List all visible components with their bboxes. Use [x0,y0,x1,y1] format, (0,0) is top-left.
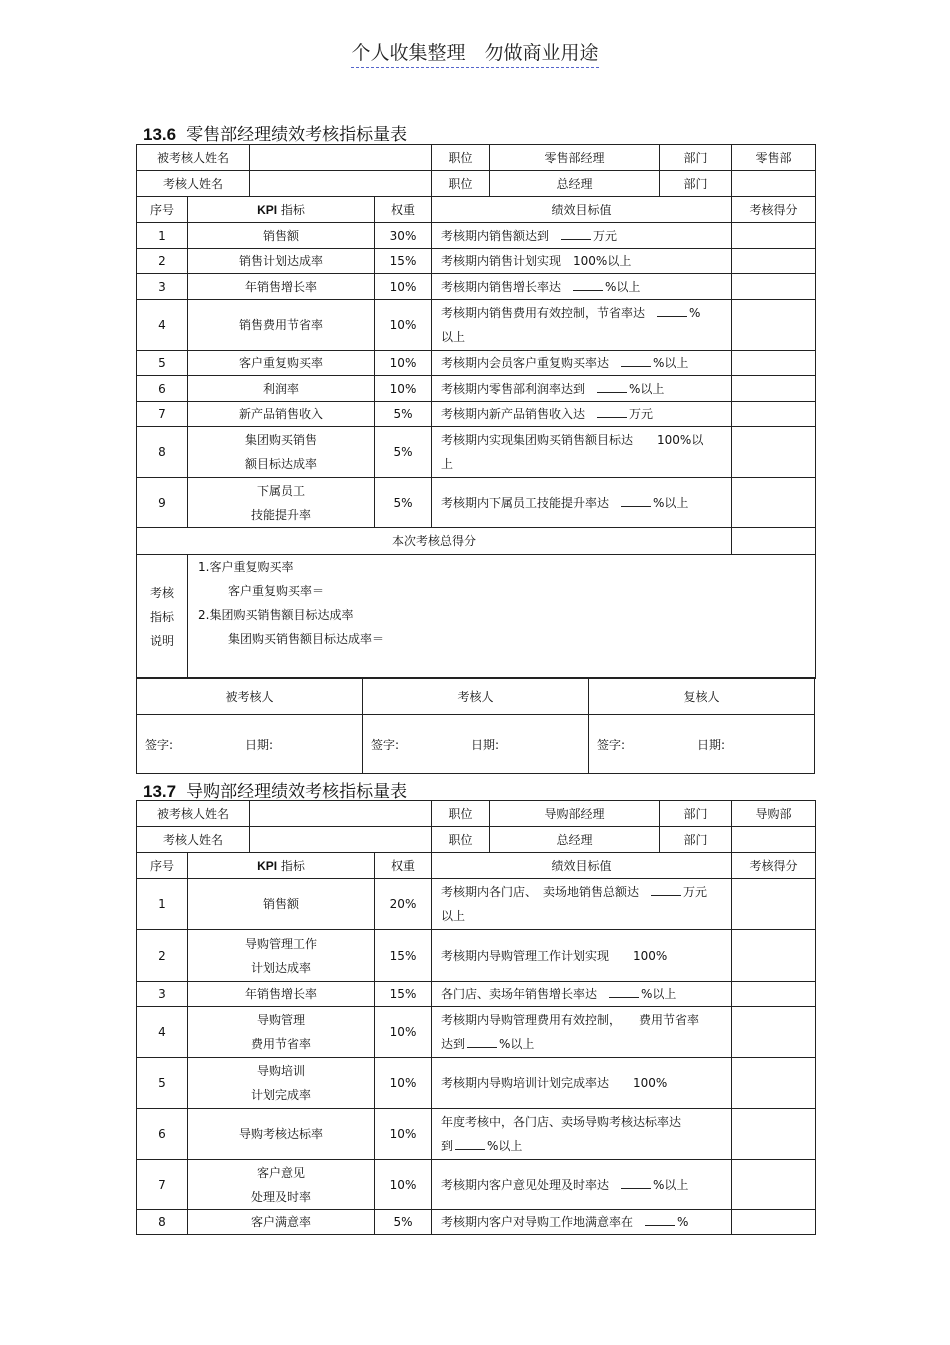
info-row-assessee [137,145,816,171]
row-score[interactable] [732,1007,816,1058]
goal-line [441,1032,727,1056]
goal-blank[interactable] [621,353,651,367]
table-row [137,223,816,249]
assessee-position-value: 零售部经理 [490,145,660,171]
row-number: 7 [137,402,188,427]
col-weight: 权重 [375,853,432,879]
row-weight: 15% [375,249,432,274]
table-row [137,1109,816,1160]
kpi-line: 客户满意率 [251,1215,312,1229]
goal-blank[interactable] [561,226,591,240]
row-kpi [188,478,375,528]
table-row [137,879,816,930]
goal-line [441,880,727,904]
col-no: 序号 [137,197,188,223]
section-title-13-6 [143,120,407,145]
kpi-rows [137,879,816,1235]
goal-blank[interactable] [609,984,639,998]
row-score[interactable] [732,478,816,528]
goal-line [441,377,727,401]
date-label: 日期: [697,737,726,752]
kpi-line: 销售额 [263,897,300,911]
col-weight: 权重 [375,197,432,223]
goal-suffix: %以上 [653,495,689,510]
kpi-line: 利润率 [263,381,300,396]
row-kpi [188,376,375,402]
assessor-name-value[interactable] [250,171,432,197]
sign-col-assessee [137,678,363,773]
row-weight: 5% [375,1210,432,1235]
kpi-table-retail [136,144,816,679]
row-score[interactable] [732,376,816,402]
row-goal [432,879,732,930]
goal-line [441,491,727,515]
row-goal [432,351,732,376]
row-goal [432,300,732,351]
row-kpi [188,300,375,351]
col-goal: 绩效目标值 [432,197,732,223]
explain-label-1: 考核 [149,585,174,600]
explain-line-2: 客户重复购买率＝ [228,584,325,598]
table-row [137,351,816,376]
row-number: 4 [137,1007,188,1058]
row-weight: 15% [375,982,432,1007]
row-goal [432,1210,732,1235]
row-kpi [188,982,375,1007]
table-row [137,274,816,300]
goal-line [441,1210,727,1234]
goal-text: 考核期内会员客户重复购买率达 [441,356,610,370]
row-score[interactable] [732,879,816,930]
row-number: 6 [137,376,188,402]
goal-line [441,1134,727,1158]
kpi-line: 计划达成率 [251,960,312,975]
table-row [137,300,816,351]
row-kpi [188,427,375,478]
row-score[interactable] [732,1058,816,1109]
table-row [137,402,816,427]
goal-suffix: %以上 [487,1139,523,1153]
explain-label [137,555,188,679]
goal-blank[interactable] [621,1175,651,1189]
col-kpi-suffix: 指标 [280,858,305,873]
col-score: 考核得分 [732,197,816,223]
goal-blank[interactable] [651,882,681,896]
sign-head-assessor: 考核人 [363,678,588,715]
row-goal [432,249,732,274]
row-weight: 10% [375,1160,432,1210]
row-goal [432,478,732,528]
row-goal [432,930,732,982]
goal-text: 考核期内销售额达到 [441,228,550,243]
goal-line [441,982,727,1006]
signature-box [136,677,815,774]
row-number: 2 [137,930,188,982]
kpi-line: 技能提升率 [251,507,312,522]
row-number: 8 [137,1210,188,1235]
goal-text: 年度考核中，各门店、卖场导购考核达标率达 [441,1115,682,1129]
col-goal: 绩效目标值 [432,853,732,879]
table-row [137,1007,816,1058]
row-score[interactable] [732,351,816,376]
kpi-line: 导购管理工作 [245,936,318,951]
row-kpi [188,223,375,249]
goal-line [441,275,727,299]
row-weight: 30% [375,223,432,249]
kpi-line: 导购管理 [257,1013,306,1027]
row-weight: 5% [375,427,432,478]
sign-body-reviewer[interactable] [589,715,814,773]
explain-label-2: 指标 [149,609,174,624]
row-kpi [188,249,375,274]
total-row [137,528,816,555]
row-kpi [188,1007,375,1058]
table-row [137,1058,816,1109]
row-score[interactable] [732,274,816,300]
goal-suffix: 万元 [629,407,654,421]
kpi-line: 年销售增长率 [245,279,318,294]
goal-blank[interactable] [597,379,627,393]
explain-row [137,555,816,679]
kpi-line: 下属员工 [257,483,306,498]
row-score[interactable] [732,223,816,249]
goal-text: 各门店、卖场年销售增长率达 [441,987,598,1001]
row-kpi [188,930,375,982]
goal-suffix: %以上 [629,381,665,396]
sign-label: 签字: [371,737,400,752]
col-kpi [188,853,375,879]
table-row [137,249,816,274]
row-goal [432,223,732,249]
row-number: 4 [137,300,188,351]
goal-suffix: %以上 [653,1177,689,1192]
col-kpi-strong: KPI [257,202,278,217]
assessor-name-value[interactable] [250,827,432,853]
goal-blank[interactable] [467,1034,497,1048]
goal-text: 考核期内零售部利润率达到 [441,381,586,396]
goal-blank[interactable] [573,277,603,291]
col-score: 考核得分 [732,853,816,879]
assessor-dept-value[interactable] [732,827,816,853]
label-dept: 部门 [660,827,732,853]
row-goal [432,376,732,402]
section-title-13-7 [143,777,407,802]
goal-text: 考核期内销售费用有效控制，节省率达 [441,306,646,320]
sign-label: 签字: [145,737,174,752]
goal-suffix: %以上 [641,987,677,1001]
goal-text: 考核期内下属员工技能提升率达 [441,495,610,510]
goal-text: 考核期内导购培训计划完成率达 100% [441,1076,668,1090]
goal-line [441,1008,727,1032]
col-no: 序号 [137,853,188,879]
goal-text: 达到 [441,1037,466,1051]
kpi-line: 处理及时率 [251,1189,312,1204]
table-row [137,1160,816,1210]
goal-text: 考核期内客户对导购工作地满意率在 [441,1215,634,1229]
info-row-assessee [137,801,816,827]
table-row [137,478,816,528]
row-kpi [188,879,375,930]
label-assessor-name: 考核人姓名 [137,827,250,853]
kpi-line: 销售额 [263,228,300,243]
kpi-line: 销售费用节省率 [239,318,324,332]
label-assessee-name: 被考核人姓名 [137,801,250,827]
assessee-dept-value: 零售部 [732,145,816,171]
section-number: 13.6 [143,125,177,144]
column-header-row [137,853,816,879]
label-position: 职位 [432,171,490,197]
row-score[interactable] [732,930,816,982]
assessee-position-value: 导购部经理 [490,801,660,827]
sign-label: 签字: [597,737,626,752]
row-number: 6 [137,1109,188,1160]
row-number: 3 [137,982,188,1007]
assessee-name-value[interactable] [250,801,432,827]
sign-body-assessor[interactable] [363,715,588,773]
row-weight: 15% [375,930,432,982]
kpi-line: 集团购买销售 [245,433,318,447]
goal-line: 以上 [441,909,466,923]
row-goal [432,1109,732,1160]
row-weight: 10% [375,1109,432,1160]
row-weight: 10% [375,376,432,402]
col-kpi-strong: KPI [257,858,278,873]
label-assessee-name: 被考核人姓名 [137,145,250,171]
row-number: 5 [137,1058,188,1109]
header-note [0,38,950,65]
info-row-assessor [137,171,816,197]
row-score[interactable] [732,300,816,351]
total-score-cell[interactable] [732,528,816,555]
row-number: 2 [137,249,188,274]
goal-line [441,249,727,273]
kpi-rows [137,223,816,528]
goal-line [441,402,727,426]
kpi-line: 销售计划达成率 [239,254,324,268]
goal-line [441,224,727,248]
kpi-table-guide [136,800,816,1235]
row-kpi [188,1160,375,1210]
explain-line-4: 集团购买销售额目标达成率＝ [228,632,385,646]
goal-blank[interactable] [455,1136,485,1150]
row-score[interactable] [732,402,816,427]
row-goal [432,402,732,427]
row-kpi [188,1058,375,1109]
row-number: 1 [137,223,188,249]
row-score[interactable] [732,1109,816,1160]
sign-body-assessee[interactable] [137,715,362,773]
row-number: 3 [137,274,188,300]
goal-line: 上 [441,457,454,471]
date-label: 日期: [471,737,500,752]
sign-head-assessee: 被考核人 [137,678,362,715]
total-label: 本次考核总得分 [137,528,732,555]
label-dept: 部门 [660,171,732,197]
row-weight: 10% [375,351,432,376]
row-goal [432,982,732,1007]
explain-line-1: 1.客户重复购买率 [198,560,294,574]
explain-content [188,555,816,679]
label-dept: 部门 [660,801,732,827]
row-kpi [188,351,375,376]
assessee-name-value[interactable] [250,145,432,171]
row-number: 5 [137,351,188,376]
goal-blank[interactable] [621,493,651,507]
row-number: 8 [137,427,188,478]
goal-line [441,1071,727,1095]
assessor-dept-value[interactable] [732,171,816,197]
goal-suffix: %以上 [605,279,641,294]
row-kpi [188,1109,375,1160]
goal-text: 考核期内各门店、 卖场地销售总额达 [441,885,640,899]
row-goal [432,274,732,300]
row-goal [432,1160,732,1210]
row-score[interactable] [732,1160,816,1210]
goal-text: 考核期内销售计划实现 100%以上 [441,254,632,268]
label-position: 职位 [432,801,490,827]
row-score[interactable] [732,427,816,478]
goal-blank[interactable] [645,1212,675,1226]
row-score[interactable] [732,982,816,1007]
goal-blank[interactable] [657,303,687,317]
goal-line [441,944,727,968]
kpi-line: 客户重复购买率 [239,356,324,370]
section-title-text: 导购部经理绩效考核指标量表 [186,782,408,802]
row-goal [432,427,732,478]
goal-text: 考核期内实现集团购买销售额目标达 100%以 [441,433,704,447]
date-label: 日期: [245,737,274,752]
row-weight: 10% [375,274,432,300]
label-position: 职位 [432,145,490,171]
table-row [137,376,816,402]
row-weight: 20% [375,879,432,930]
table-row [137,930,816,982]
goal-line [441,428,727,452]
sign-head-reviewer: 复核人 [589,678,814,715]
assessor-position-value: 总经理 [490,827,660,853]
row-score[interactable] [732,249,816,274]
goal-suffix: %以上 [653,356,689,370]
table-row [137,1210,816,1235]
col-kpi [188,197,375,223]
row-kpi [188,274,375,300]
row-number: 7 [137,1160,188,1210]
goal-suffix: % [677,1215,689,1229]
goal-suffix: 万元 [593,228,618,243]
row-number: 9 [137,478,188,528]
table-row [137,982,816,1007]
explain-line-3: 2.集团购买销售额目标达成率 [198,608,354,622]
goal-line: 以上 [441,330,466,344]
goal-text: 考核期内导购管理费用有效控制， 费用节省率 [441,1013,700,1027]
assessor-position-value: 总经理 [490,171,660,197]
label-assessor-name: 考核人姓名 [137,171,250,197]
assessee-dept-value: 导购部 [732,801,816,827]
section-number: 13.7 [143,782,177,801]
explain-label-3: 说明 [149,633,174,648]
goal-text: 考核期内导购管理工作计划实现 100% [441,948,668,963]
goal-line [441,1173,727,1197]
goal-text: 考核期内新产品销售收入达 [441,407,586,421]
label-position: 职位 [432,827,490,853]
kpi-line: 新产品销售收入 [239,407,324,421]
col-kpi-suffix: 指标 [280,202,305,217]
goal-text: 考核期内客户意见处理及时率达 [441,1177,610,1192]
kpi-line: 客户意见 [257,1165,306,1180]
goal-suffix: 万元 [683,885,708,899]
kpi-line: 导购考核达标率 [239,1127,324,1141]
row-number: 1 [137,879,188,930]
label-dept: 部门 [660,145,732,171]
row-kpi [188,402,375,427]
kpi-line: 年销售增长率 [245,987,318,1001]
header-note-text: 个人收集整理 勿做商业用途 [351,42,598,68]
row-kpi [188,1210,375,1235]
row-goal [432,1007,732,1058]
sign-col-reviewer [589,678,814,773]
row-goal [432,1058,732,1109]
table-row [137,427,816,478]
goal-line [441,301,727,325]
row-weight: 5% [375,402,432,427]
goal-suffix: %以上 [499,1037,535,1051]
kpi-line: 计划完成率 [251,1088,312,1102]
goal-suffix: % [689,306,701,320]
goal-text: 到 [441,1139,454,1153]
kpi-line: 费用节省率 [251,1037,312,1051]
row-weight: 10% [375,1058,432,1109]
row-weight: 5% [375,478,432,528]
row-weight: 10% [375,300,432,351]
kpi-line: 导购培训 [257,1064,306,1078]
goal-text: 考核期内销售增长率达 [441,279,562,294]
section-title-text: 零售部经理绩效考核指标量表 [186,125,408,145]
row-score[interactable] [732,1210,816,1235]
info-row-assessor [137,827,816,853]
goal-line [441,1110,727,1134]
sign-col-assessor [363,678,589,773]
goal-line [441,351,727,375]
row-weight: 10% [375,1007,432,1058]
goal-blank[interactable] [597,404,627,418]
column-header-row [137,197,816,223]
kpi-line: 额目标达成率 [245,457,318,471]
